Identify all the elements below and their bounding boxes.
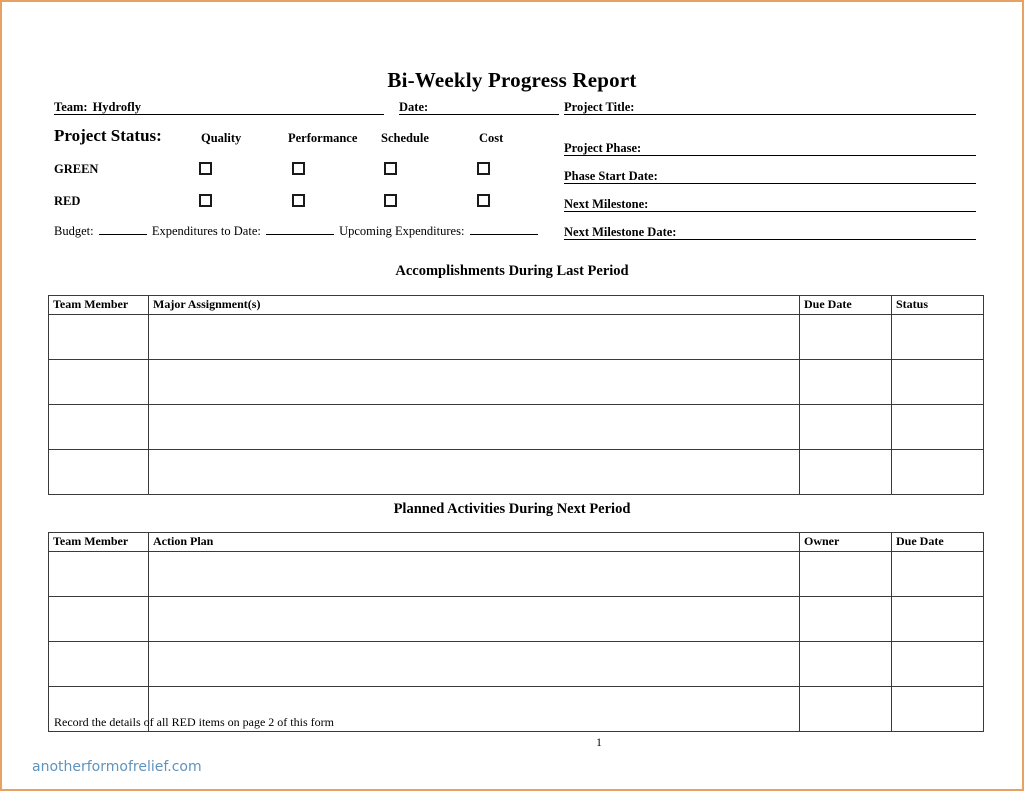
accomplishments-table bbox=[48, 295, 984, 495]
cell-due-date[interactable] bbox=[892, 642, 984, 687]
project-phase-label: Project Phase: bbox=[564, 141, 642, 155]
upcoming-expenditures-input[interactable] bbox=[470, 234, 538, 235]
col-header-due-date: Due Date bbox=[800, 296, 892, 315]
cell-due-date[interactable] bbox=[800, 405, 892, 450]
upcoming-expenditures-label: Upcoming Expenditures: bbox=[339, 224, 465, 238]
project-title-label: Project Title: bbox=[564, 100, 635, 114]
cell-major-assignments[interactable] bbox=[149, 315, 800, 360]
checkbox-red-cost[interactable] bbox=[477, 194, 490, 207]
phase-start-date-row bbox=[564, 160, 976, 188]
col-header-action-plan: Action Plan bbox=[149, 533, 800, 552]
next-milestone-date-field[interactable] bbox=[564, 224, 976, 240]
cell-status[interactable] bbox=[892, 315, 984, 360]
cell-team-member[interactable] bbox=[49, 360, 149, 405]
cell-action-plan[interactable] bbox=[149, 642, 800, 687]
checkbox-green-quality[interactable] bbox=[199, 162, 212, 175]
table-row bbox=[49, 360, 984, 405]
cell-due-date[interactable] bbox=[800, 360, 892, 405]
accomplishments-heading: Accomplishments During Last Period bbox=[395, 263, 629, 279]
cell-status[interactable] bbox=[892, 450, 984, 495]
team-label: Team: bbox=[54, 100, 88, 114]
planned-activities-table bbox=[48, 532, 984, 732]
project-phase-row bbox=[564, 132, 976, 160]
status-row-label-green: GREEN bbox=[54, 162, 99, 176]
checkbox-red-schedule[interactable] bbox=[384, 194, 397, 207]
team-field[interactable] bbox=[54, 98, 384, 115]
cell-status[interactable] bbox=[892, 405, 984, 450]
checkbox-red-quality[interactable] bbox=[199, 194, 212, 207]
table-header-row bbox=[49, 533, 984, 552]
status-row-label-red: RED bbox=[54, 194, 81, 208]
project-title-field[interactable] bbox=[564, 98, 976, 115]
col-header-owner: Owner bbox=[800, 533, 892, 552]
date-label: Date: bbox=[399, 100, 429, 114]
cell-team-member[interactable] bbox=[49, 642, 149, 687]
table-row bbox=[49, 450, 984, 495]
next-milestone-label: Next Milestone: bbox=[564, 197, 649, 211]
col-header-status: Status bbox=[892, 296, 984, 315]
table-row bbox=[49, 315, 984, 360]
table-header-row bbox=[49, 296, 984, 315]
cell-due-date[interactable] bbox=[800, 450, 892, 495]
page-title: Bi-Weekly Progress Report bbox=[387, 68, 637, 92]
next-milestone-date-row bbox=[564, 216, 976, 244]
status-column-cost: Cost bbox=[479, 131, 504, 145]
next-milestone-field[interactable] bbox=[564, 196, 976, 212]
phase-start-date-label: Phase Start Date: bbox=[564, 169, 658, 183]
table-row bbox=[49, 642, 984, 687]
table-row bbox=[49, 552, 984, 597]
cell-major-assignments[interactable] bbox=[149, 405, 800, 450]
budget-input[interactable] bbox=[99, 234, 147, 235]
expenditures-to-date-label: Expenditures to Date: bbox=[151, 224, 261, 238]
cell-major-assignments[interactable] bbox=[149, 450, 800, 495]
status-column-schedule: Schedule bbox=[381, 131, 429, 145]
checkbox-red-performance[interactable] bbox=[292, 194, 305, 207]
next-milestone-row bbox=[564, 188, 976, 216]
expenditures-to-date-input[interactable] bbox=[266, 234, 334, 235]
cell-action-plan[interactable] bbox=[149, 597, 800, 642]
cell-status[interactable] bbox=[892, 360, 984, 405]
cell-due-date[interactable] bbox=[892, 552, 984, 597]
cell-team-member[interactable] bbox=[49, 315, 149, 360]
team-value: Hydrofly bbox=[92, 100, 141, 114]
checkbox-green-performance[interactable] bbox=[292, 162, 305, 175]
checkbox-green-cost[interactable] bbox=[477, 162, 490, 175]
cell-team-member[interactable] bbox=[49, 450, 149, 495]
col-header-team-member: Team Member bbox=[49, 296, 149, 315]
table-row bbox=[49, 597, 984, 642]
project-status-heading: Project Status: bbox=[54, 126, 162, 145]
cell-due-date[interactable] bbox=[892, 687, 984, 732]
cell-owner[interactable] bbox=[800, 687, 892, 732]
project-fields-group bbox=[564, 132, 976, 244]
col-header-major-assignments: Major Assignment(s) bbox=[149, 296, 800, 315]
watermark-link[interactable]: anotherformofrelief.com bbox=[32, 759, 202, 775]
status-column-quality: Quality bbox=[201, 131, 242, 145]
date-field[interactable] bbox=[399, 98, 559, 115]
col-header-due-date: Due Date bbox=[892, 533, 984, 552]
planned-activities-heading: Planned Activities During Next Period bbox=[393, 501, 631, 517]
cell-due-date[interactable] bbox=[800, 315, 892, 360]
document-page bbox=[8, 8, 1016, 783]
table-row bbox=[49, 405, 984, 450]
cell-team-member[interactable] bbox=[49, 597, 149, 642]
col-header-team-member: Team Member bbox=[49, 533, 149, 552]
cell-owner[interactable] bbox=[800, 552, 892, 597]
cell-team-member[interactable] bbox=[49, 405, 149, 450]
cell-owner[interactable] bbox=[800, 597, 892, 642]
cell-action-plan[interactable] bbox=[149, 552, 800, 597]
cell-due-date[interactable] bbox=[892, 597, 984, 642]
identity-row bbox=[54, 97, 976, 115]
next-milestone-date-label: Next Milestone Date: bbox=[564, 225, 677, 239]
project-phase-field[interactable] bbox=[564, 140, 976, 156]
status-column-performance: Performance bbox=[288, 131, 358, 145]
checkbox-green-schedule[interactable] bbox=[384, 162, 397, 175]
cell-major-assignments[interactable] bbox=[149, 360, 800, 405]
phase-start-date-field[interactable] bbox=[564, 168, 976, 184]
cell-owner[interactable] bbox=[800, 642, 892, 687]
page-number: 1 bbox=[596, 737, 602, 749]
cell-team-member[interactable] bbox=[49, 552, 149, 597]
footer-note: Record the details of all RED items on page 2 of this form bbox=[54, 715, 334, 729]
budget-label: Budget: bbox=[54, 224, 94, 238]
budget-line bbox=[54, 224, 540, 239]
